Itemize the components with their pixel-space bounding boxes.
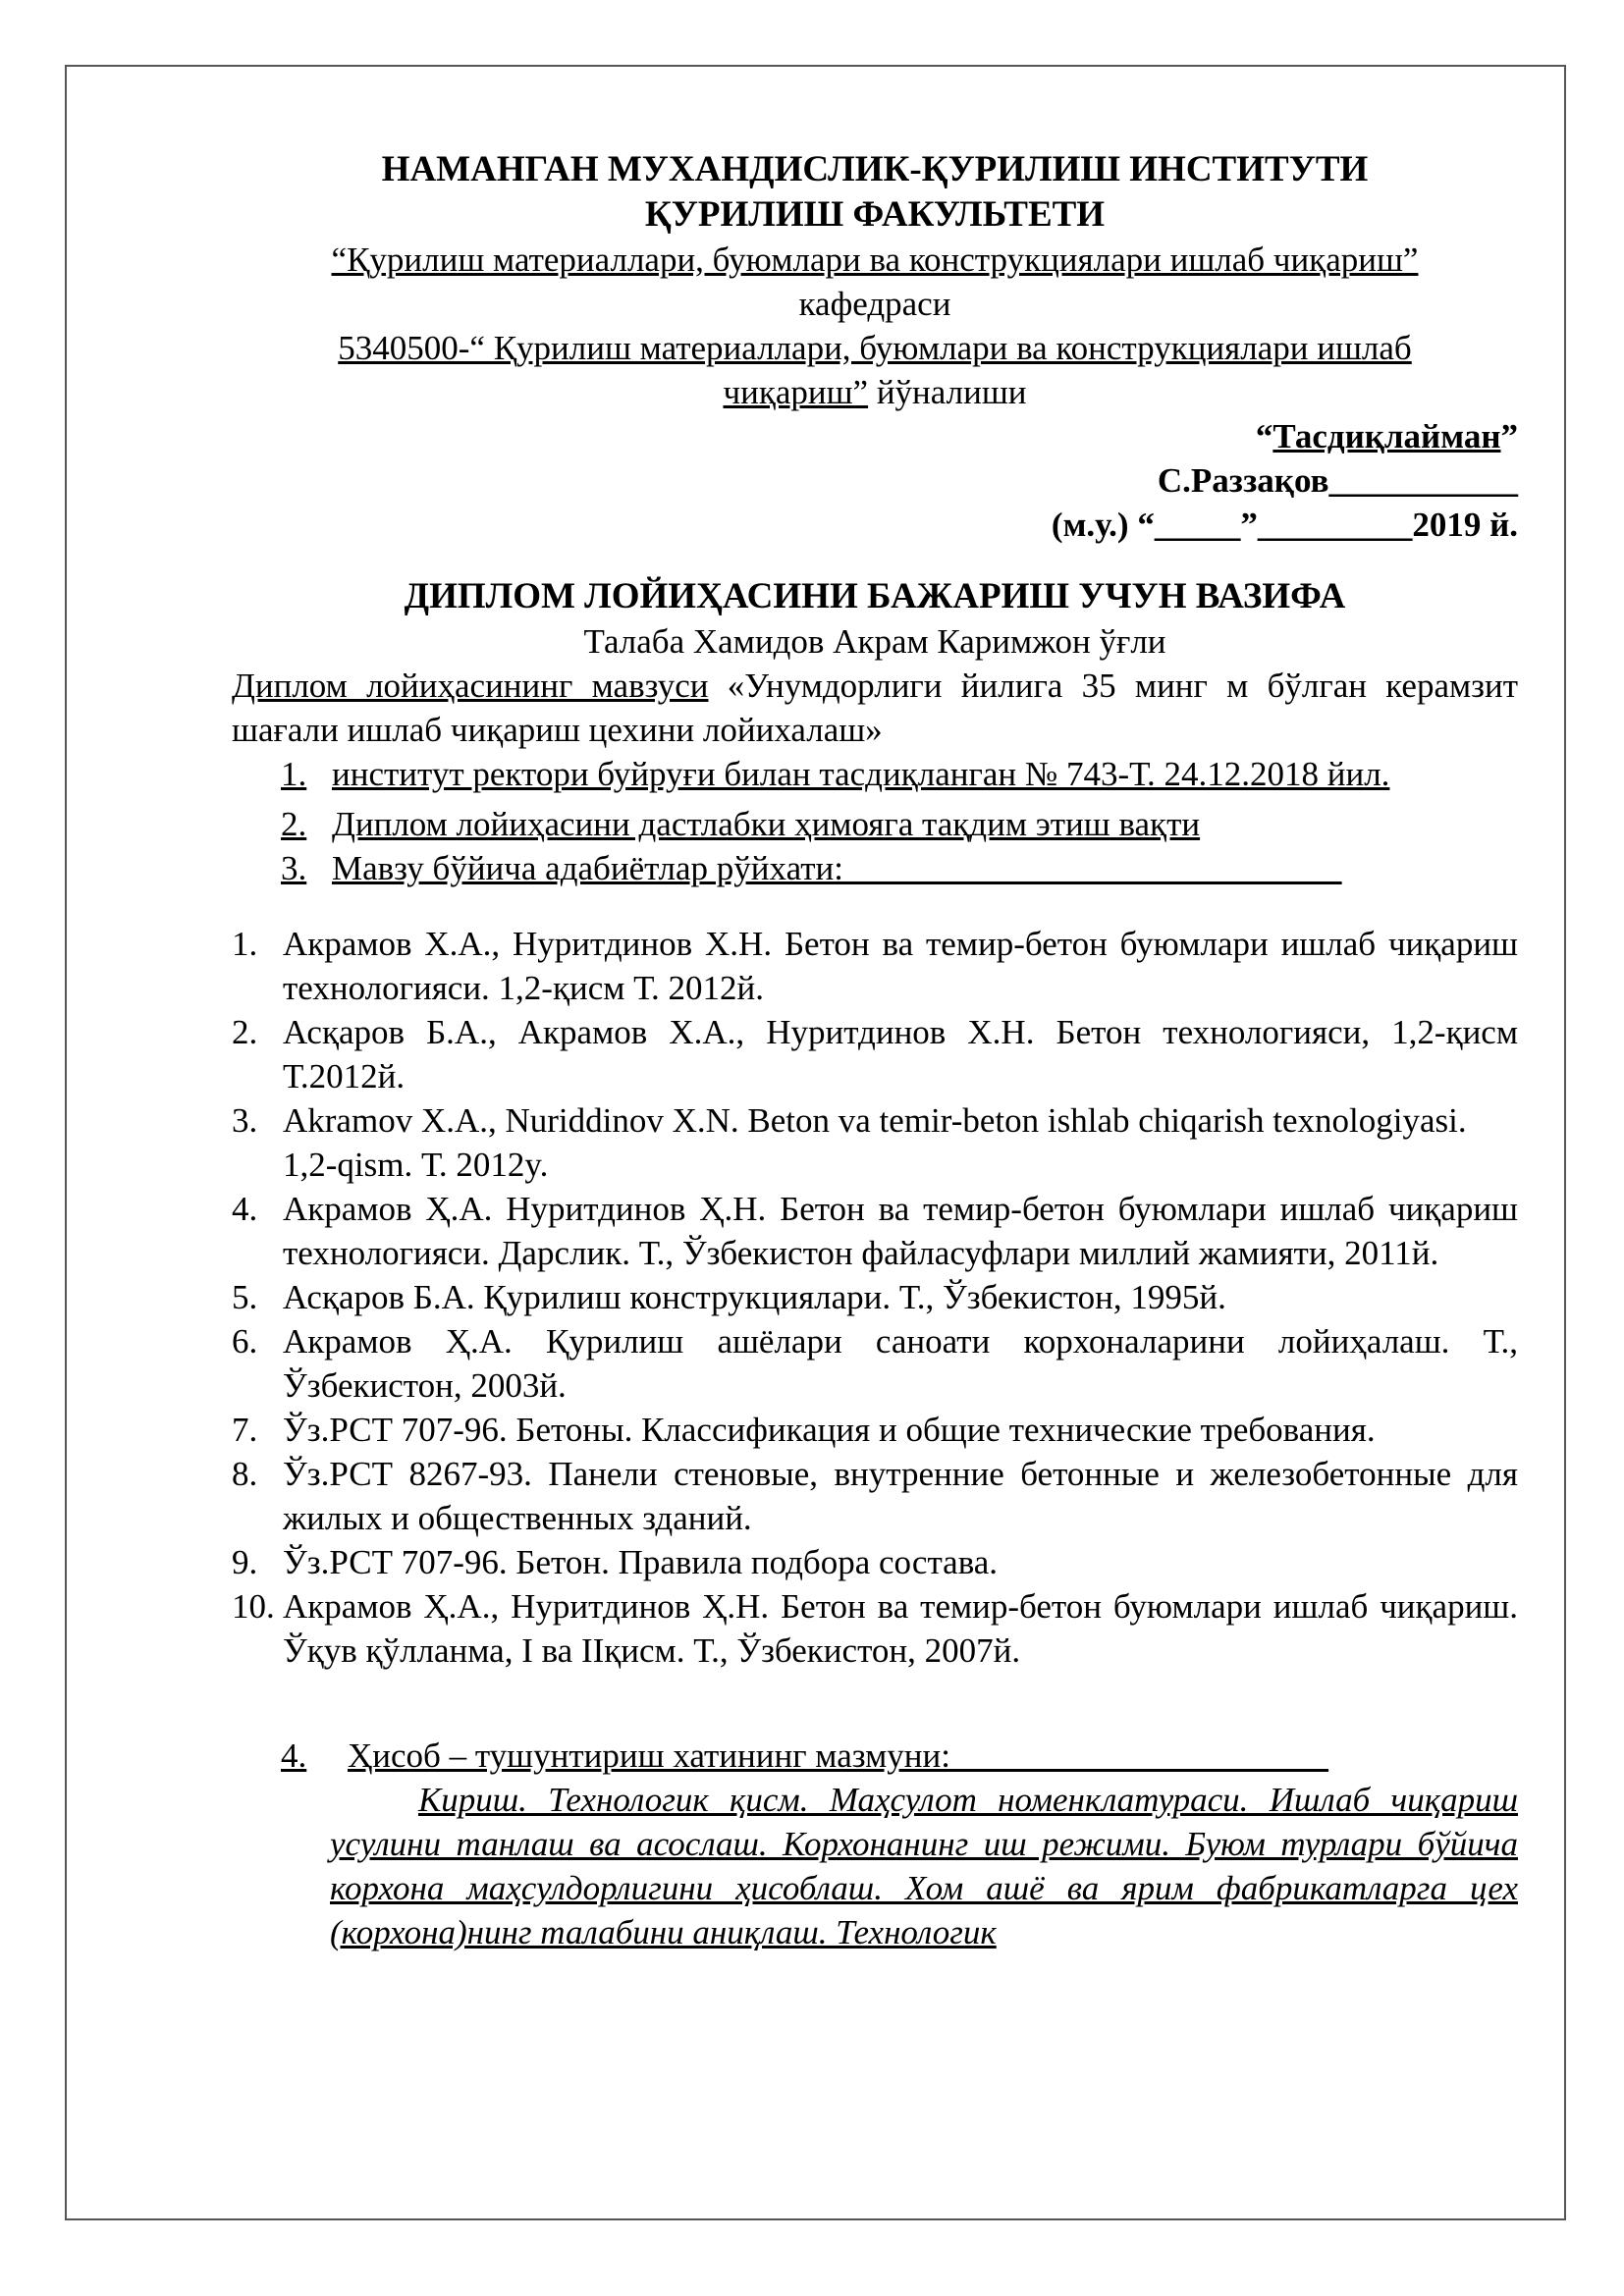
approval-close-quote: ”	[1500, 417, 1518, 455]
list-text: Ўз.РСТ 707-96. Бетон. Правила подбора состава.	[283, 1543, 999, 1581]
task-text: Диплом лойиҳасини дастлабки ҳимояга тақдим этиш вақти	[332, 805, 1201, 843]
list-number: 5.	[232, 1278, 258, 1316]
section-4-number: 4.	[281, 1736, 307, 1775]
list-item	[232, 1010, 1518, 1098]
list-text: Акрамов Х.А., Нуритдинов Х.Н. Бетон ва темир-бетон буюмлари ишлаб чиқариш технологияси. 1,2-қисм Т. 2012й.	[283, 925, 1518, 1007]
approval-open-quote: “	[1255, 417, 1273, 455]
task-item-2	[281, 802, 1518, 846]
task-text: Мавзу бўйича адабиётлар рўйхати:_____________________________	[332, 849, 1342, 887]
list-item	[232, 1275, 1518, 1319]
document-body	[232, 147, 1518, 1954]
list-text: Асқаров Б.А. Қурилиш конструкциялари. Т., Ўзбекистон, 1995й.	[283, 1278, 1226, 1316]
list-number: 6.	[232, 1322, 258, 1361]
list-item	[232, 922, 1518, 1010]
list-number: 3.	[232, 1101, 258, 1140]
list-number: 8.	[232, 1455, 258, 1493]
literature-list	[232, 922, 1518, 1673]
task-text: институт ректори буйруғи билан тасдиқланган № 743-Т. 24.12.2018 йил.	[332, 755, 1390, 793]
list-number: 7.	[232, 1411, 258, 1449]
list-number: 1.	[232, 925, 258, 963]
section-4-title: Ҳисоб – тушунтириш хатининг мазмуни:______________________	[348, 1736, 1328, 1775]
list-item	[232, 1187, 1518, 1275]
list-number: 2.	[232, 1013, 258, 1051]
topic-label: Диплом лойиҳасининг мавзуси	[232, 667, 709, 705]
list-item	[232, 1319, 1518, 1408]
task-item-1	[281, 752, 1518, 796]
list-number: 4.	[232, 1190, 258, 1228]
task-item-3	[281, 846, 1518, 890]
approval-word-line	[232, 414, 1518, 458]
approver-line: С.Раззақов___________	[1157, 461, 1518, 500]
list-text: Акрамов Ҳ.А., Нуритдинов Ҳ.Н. Бетон ва темир-бетон буюмлари ишлаб чиқариш. Ўқув қўлланма, I ва IIқисм. Т., Ўзбекистон, 2007й.	[283, 1587, 1518, 1670]
list-item	[232, 1540, 1518, 1584]
topic-text: «Унумдорлиги йилига 35 минг м бўлган керамзит шағали ишлаб чиқариш цехини лойихалаш»	[232, 667, 1518, 749]
institute-name: НАМАНГАН МУХАНДИСЛИК-ҚУРИЛИШ ИНСТИТУТИ	[381, 149, 1369, 189]
direction-suffix: йўналиши	[868, 373, 1027, 411]
approval-word: Тасдиқлайман	[1272, 417, 1501, 455]
list-text: Акрамов Ҳ.А. Қурилиш ашёлари саноати корхоналарини лойиҳалаш. Т., Ўзбекистон, 2003й.	[283, 1322, 1518, 1405]
department-title: “Қурилиш материаллари, буюмлари ва конструкциялари ишлаб чиқариш”	[331, 240, 1419, 279]
approval-date-line: (м.у.) “_____”_________2019 й.	[1051, 506, 1518, 544]
assignment-title: ДИПЛОМ ЛОЙИҲАСИНИ БАЖАРИШ УЧУН ВАЗИФА	[404, 576, 1346, 616]
list-text: Ўз.РСТ 707-96. Бетоны. Классификация и общие технические требования.	[283, 1411, 1376, 1449]
department-word: кафедраси	[798, 285, 951, 323]
topic-paragraph	[232, 664, 1518, 752]
faculty-name: ҚУРИЛИШ ФАКУЛЬТЕТИ	[644, 194, 1106, 235]
direction-text-2: чиқариш”	[723, 373, 869, 411]
student-name: Талаба Хамидов Акрам Каримжон ўғли	[583, 622, 1166, 661]
list-number: 9.	[232, 1543, 258, 1581]
task-number: 2.	[281, 805, 307, 843]
section-4-body: Кириш. Технологик қисм. Маҳсулот номенклатураси. Ишлаб чиқариш усулини танлаш ва асослаш. Корхонанинг иш режими. Буюм турлари бўйича корхона маҳсулдорлигини ҳисоблаш. Хом ашё ва ярим фабрикатларга цех (корхона)нинг талабини аниқлаш. Технологик	[330, 1781, 1518, 1951]
list-item	[232, 1452, 1518, 1540]
list-item	[232, 1584, 1518, 1673]
direction-text-1: 5340500-“ Қурилиш материаллари, буюмлари ва конструкциялари ишлаб	[338, 329, 1412, 367]
direction-line-1	[232, 326, 1518, 370]
list-number: 10.	[232, 1587, 275, 1626]
list-text: Акрамов Ҳ.А. Нуритдинов Ҳ.Н. Бетон ва темир-бетон буюмлари ишлаб чиқариш технологияси. Дарслик. Т., Ўзбекистон файласуфлари миллий жамияти, 2011й.	[283, 1190, 1518, 1272]
direction-line-2	[232, 370, 1518, 414]
task-number: 3.	[281, 849, 307, 887]
department-name	[232, 238, 1518, 282]
list-item	[232, 1408, 1518, 1452]
list-text: Асқаров Б.А., Акрамов Х.А., Нуритдинов Х.Н. Бетон технологияси, 1,2-қисм Т.2012й.	[283, 1013, 1518, 1095]
section-spacer	[232, 1673, 1518, 1734]
section-4-heading	[281, 1734, 1518, 1778]
list-text: Ўз.РСТ 8267-93. Панели стеновые, внутренние бетонные и железобетонные для жилых и общественных зданий.	[283, 1455, 1518, 1537]
task-number: 1.	[281, 755, 307, 793]
list-text: Akramov X.A., Nuriddinov X.N. Beton va temir-beton ishlab chiqarish texnologiyasi. 1,2-qism. Т. 2012y.	[283, 1101, 1467, 1184]
list-item	[232, 1098, 1518, 1187]
